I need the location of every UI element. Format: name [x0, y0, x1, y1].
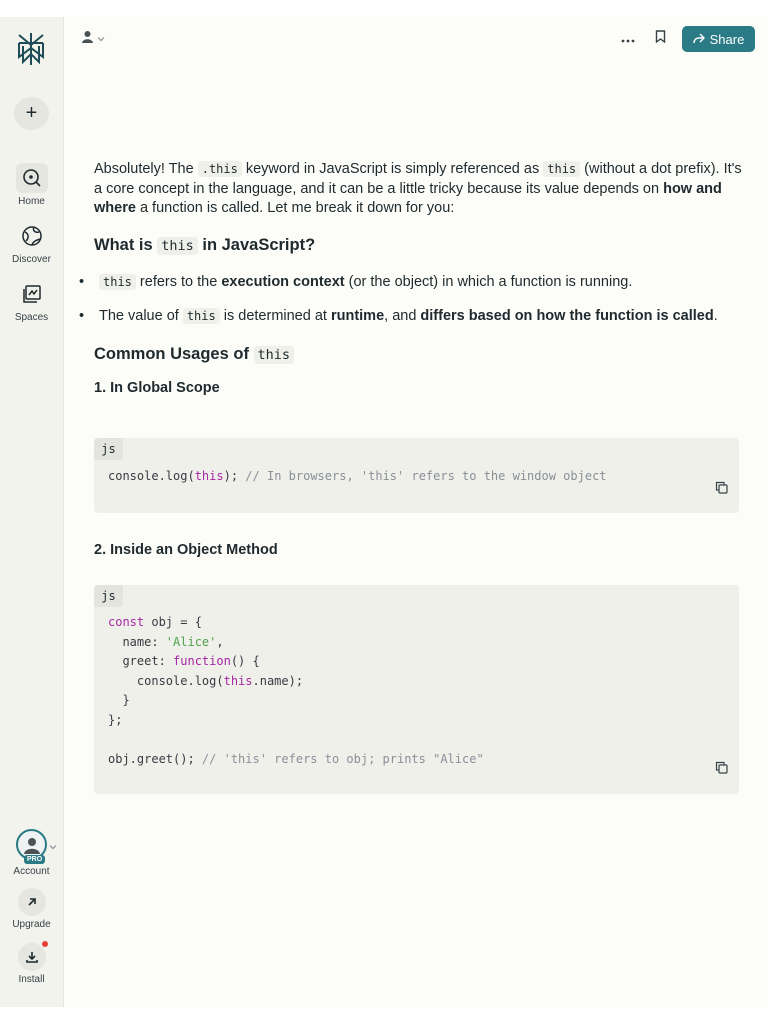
code-line: [108, 750, 484, 770]
code-line: [108, 633, 484, 653]
code-token: console.log(: [108, 469, 195, 483]
code-token: this: [223, 673, 253, 688]
subheading-object-method: 2. Inside an Object Method: [94, 542, 278, 558]
bullet-marker: •: [79, 307, 85, 324]
more-options-button[interactable]: [612, 26, 644, 52]
text: in JavaScript?: [197, 235, 316, 254]
code-token: name:: [108, 634, 166, 649]
code-token: obj.greet();: [108, 751, 202, 766]
text: (without a dot prefix). It's a core concept in the language, and it can be a little tricky because its value depends on: [94, 161, 742, 197]
inline-code: .this: [198, 161, 242, 177]
code-token: greet:: [108, 654, 174, 668]
ellipsis-icon: [621, 30, 635, 48]
bullet-marker: •: [79, 274, 85, 290]
perplexity-logo[interactable]: [16, 32, 46, 66]
list-item: [79, 273, 742, 293]
user-icon: [81, 30, 94, 48]
thread-actions: [612, 26, 755, 52]
main-panel: [63, 17, 768, 1007]
globe-icon: [16, 221, 48, 251]
avatar[interactable]: [16, 829, 47, 863]
home-search-icon: [16, 163, 48, 193]
text: What is: [94, 235, 158, 254]
chevron-down-icon[interactable]: [49, 838, 57, 856]
sidebar-item-label: Discover: [12, 254, 51, 265]
code-token: console.log(: [108, 673, 224, 688]
text: keyword in JavaScript is simply referenced as: [241, 161, 544, 177]
heading-common-usages: [94, 345, 742, 366]
upgrade-label: Upgrade: [12, 919, 51, 930]
bold-text: how and where: [94, 180, 722, 216]
code-block: [94, 585, 739, 794]
chevron-down-icon: [97, 30, 105, 48]
bold-text: differs based on how the function is called: [420, 307, 714, 324]
bookmark-button[interactable]: [644, 26, 676, 52]
code-language-label: js: [94, 438, 123, 460]
inline-code: this: [99, 274, 136, 290]
account-menu[interactable]: [0, 829, 63, 877]
code-token: obj = {: [144, 615, 202, 629]
text: a function is called. Let me break it down for you:: [135, 200, 455, 216]
subheading-global-scope: 1. In Global Scope: [94, 379, 220, 396]
text: , and: [384, 307, 421, 324]
sidebar-item-discover[interactable]: [0, 221, 63, 265]
code-token: this: [194, 469, 224, 483]
install-label: Install: [18, 974, 45, 985]
code-line: [108, 672, 484, 692]
user-selector[interactable]: [77, 28, 111, 50]
text: (or the object) in which a function is running.: [344, 274, 633, 290]
text: The value of: [99, 307, 183, 324]
new-thread-button[interactable]: [14, 97, 49, 130]
code-line: }: [108, 693, 130, 707]
upgrade-button[interactable]: [0, 888, 63, 930]
code-token: function: [173, 654, 231, 668]
copy-icon: [715, 761, 728, 779]
code-token: );: [223, 469, 246, 483]
code-line: [108, 613, 484, 633]
code-string: 'Alice': [165, 634, 217, 649]
install-button[interactable]: [0, 943, 63, 985]
intro-paragraph: [94, 160, 742, 219]
code-token: .name);: [252, 673, 304, 688]
heading-what-is-this: [94, 236, 742, 257]
inline-code: this: [543, 161, 580, 177]
text: is determined at: [219, 307, 331, 324]
account-label: Account: [13, 866, 50, 877]
text: .: [713, 307, 718, 324]
bold-text: runtime: [330, 307, 385, 324]
sidebar-item-label: Spaces: [14, 312, 49, 323]
code-comment: // 'this' refers to obj; prints "Alice": [201, 751, 484, 766]
code-block: [94, 438, 739, 513]
sidebar: [0, 17, 63, 1007]
text: Common Usages of: [94, 345, 254, 363]
copy-code-button[interactable]: [712, 761, 730, 779]
inline-code: this: [254, 346, 295, 364]
copy-icon: [715, 481, 728, 499]
bold-text: execution context: [221, 274, 345, 290]
code-language-label: js: [94, 585, 123, 607]
text: Absolutely! The: [94, 161, 198, 177]
code-token: const: [108, 615, 145, 629]
code-line-blank: [108, 730, 484, 750]
inline-code: this: [183, 308, 220, 324]
app-frame: [0, 17, 768, 1007]
code-token: () {: [230, 654, 260, 668]
bookmark-icon: [655, 30, 666, 48]
code-comment: // In browsers, 'this' refers to the window object: [245, 469, 607, 483]
code-content: [108, 467, 607, 487]
bullet-list: [79, 273, 742, 326]
code-token: ,: [216, 634, 224, 649]
answer-body: [79, 160, 742, 398]
text: refers to the: [135, 274, 222, 290]
sidebar-item-spaces[interactable]: [0, 279, 63, 323]
copy-code-button[interactable]: [712, 481, 730, 499]
download-icon: [18, 943, 46, 971]
spaces-icon: [16, 279, 48, 309]
code-line: [108, 652, 484, 672]
inline-code: this: [157, 237, 198, 255]
list-item: [79, 307, 742, 327]
code-line: };: [108, 712, 123, 727]
code-content: [108, 613, 484, 769]
arrow-up-right-icon: [18, 888, 46, 916]
pro-badge: PRO: [24, 855, 45, 864]
share-label: Share: [709, 31, 745, 47]
sidebar-item-home[interactable]: [0, 163, 63, 207]
plus-icon: +: [25, 102, 38, 124]
share-arrow-icon: [693, 32, 705, 47]
notification-dot: [42, 941, 48, 947]
share-button[interactable]: [682, 26, 755, 52]
sidebar-item-label: Home: [18, 196, 45, 207]
